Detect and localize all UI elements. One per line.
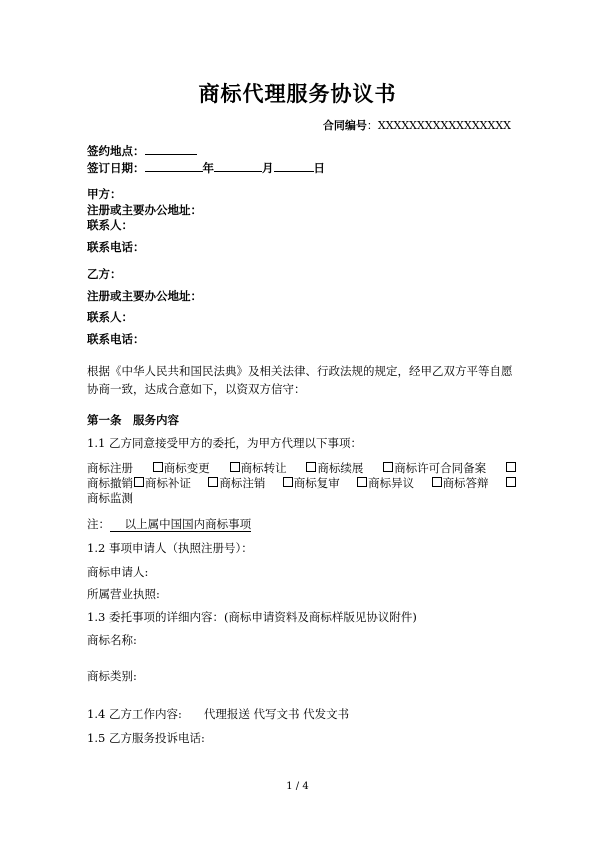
service-options (87, 461, 517, 506)
contract-number-separator: ： (366, 119, 378, 132)
contract-number (323, 117, 511, 133)
license-label: 所属营业执照: (87, 587, 160, 601)
party-b-contact-label: 联系人： (87, 310, 133, 324)
option-item[interactable]: 商标答辩 (432, 476, 489, 491)
checkbox-icon[interactable] (383, 462, 393, 472)
options-row-2 (87, 476, 517, 491)
option-item[interactable]: 商标撤销 商标补证 (87, 476, 191, 490)
party-a-label: 甲方： (87, 187, 122, 201)
party-b-label: 乙方： (87, 267, 122, 281)
checkbox-icon[interactable] (208, 477, 218, 487)
intro-paragraph: 根据《中华人民共和国民法典》及相关法律、行政法规的规定，经甲乙双方平等自愿协商一致，达成合意如下，以资双方信守： (87, 364, 513, 396)
clause-1-3: 1.3 委托事项的详细内容：(商标申请资料及商标样版见协议附件) (87, 610, 417, 624)
clause-1-1: 1.1 乙方同意接受甲方的委托，为甲方代理以下事项： (87, 436, 362, 450)
party-b-phone-label: 联系电话： (87, 332, 145, 346)
option-item[interactable] (506, 461, 517, 476)
option-item[interactable]: 商标监测 (87, 491, 133, 505)
checkbox-icon[interactable] (230, 462, 240, 472)
party-a-address-label: 注册或主要办公地址： (87, 203, 202, 217)
page-number: 1 / 4 (286, 781, 309, 792)
month-blank (214, 160, 262, 172)
year-blank (145, 160, 203, 172)
option-item[interactable]: 商标变更 (153, 461, 210, 476)
month-label: 月 (262, 161, 274, 175)
option-item[interactable]: 商标异议 (357, 476, 414, 491)
checkbox-icon[interactable] (283, 477, 293, 487)
clause-1-2: 1.2 事项申请人（执照注册号）： (87, 541, 253, 555)
trademark-name-label: 商标名称: (87, 633, 137, 647)
checkbox-icon[interactable] (357, 477, 367, 487)
clause-1-5: 1.5 乙方服务投诉电话: (87, 731, 205, 745)
contract-number-label: 合同编号 (322, 119, 367, 132)
sign-place-label: 签约地点： (87, 144, 145, 158)
day-blank (274, 160, 314, 172)
document-title: 商标代理服务协议书 (198, 82, 397, 106)
option-item[interactable]: 商标复审 (283, 476, 340, 491)
applicant-label: 商标申请人: (87, 565, 149, 579)
party-a-phone-label: 联系电话： (87, 240, 145, 254)
sign-date-label: 签订日期： (87, 161, 145, 175)
checkbox-icon[interactable] (134, 477, 144, 487)
clause-1-4-value: 代理报送 代写文书 代发文书 (203, 707, 350, 721)
party-a-contact-label: 联系人： (87, 218, 133, 232)
options-row-1 (87, 461, 517, 476)
option-item[interactable]: 商标转让 (230, 461, 287, 476)
trademark-class-label: 商标类别: (87, 669, 137, 683)
year-label: 年 (202, 161, 214, 175)
option-item[interactable]: 商标注销 (208, 476, 265, 491)
option-item[interactable] (506, 476, 517, 491)
option-item[interactable]: 商标许可合同备案 (383, 461, 486, 476)
option-item[interactable]: 商标续展 (306, 461, 363, 476)
contract-number-value: XXXXXXXXXXXXXXXXX (377, 119, 511, 132)
options-row-3 (87, 491, 517, 506)
note-text: 以上属中国国内商标事项 (110, 517, 251, 532)
checkbox-icon[interactable] (306, 462, 316, 472)
clause-1-4-label: 1.4 乙方工作内容: (87, 707, 182, 721)
sign-place-line (87, 143, 197, 158)
checkbox-icon[interactable] (506, 462, 516, 472)
option-item[interactable]: 商标注册 (87, 461, 133, 475)
article-1-title: 第一条 服务内容 (87, 413, 179, 427)
checkbox-icon[interactable] (432, 477, 442, 487)
clause-1-4 (87, 707, 349, 721)
checkbox-icon[interactable] (506, 477, 516, 487)
sign-date-line (87, 160, 325, 175)
day-label: 日 (313, 161, 325, 175)
note-label: 注： (87, 517, 110, 531)
party-b-address-label: 注册或主要办公地址： (87, 289, 202, 303)
checkbox-icon[interactable] (153, 462, 163, 472)
sign-place-blank (145, 143, 197, 155)
note-line (87, 517, 251, 531)
